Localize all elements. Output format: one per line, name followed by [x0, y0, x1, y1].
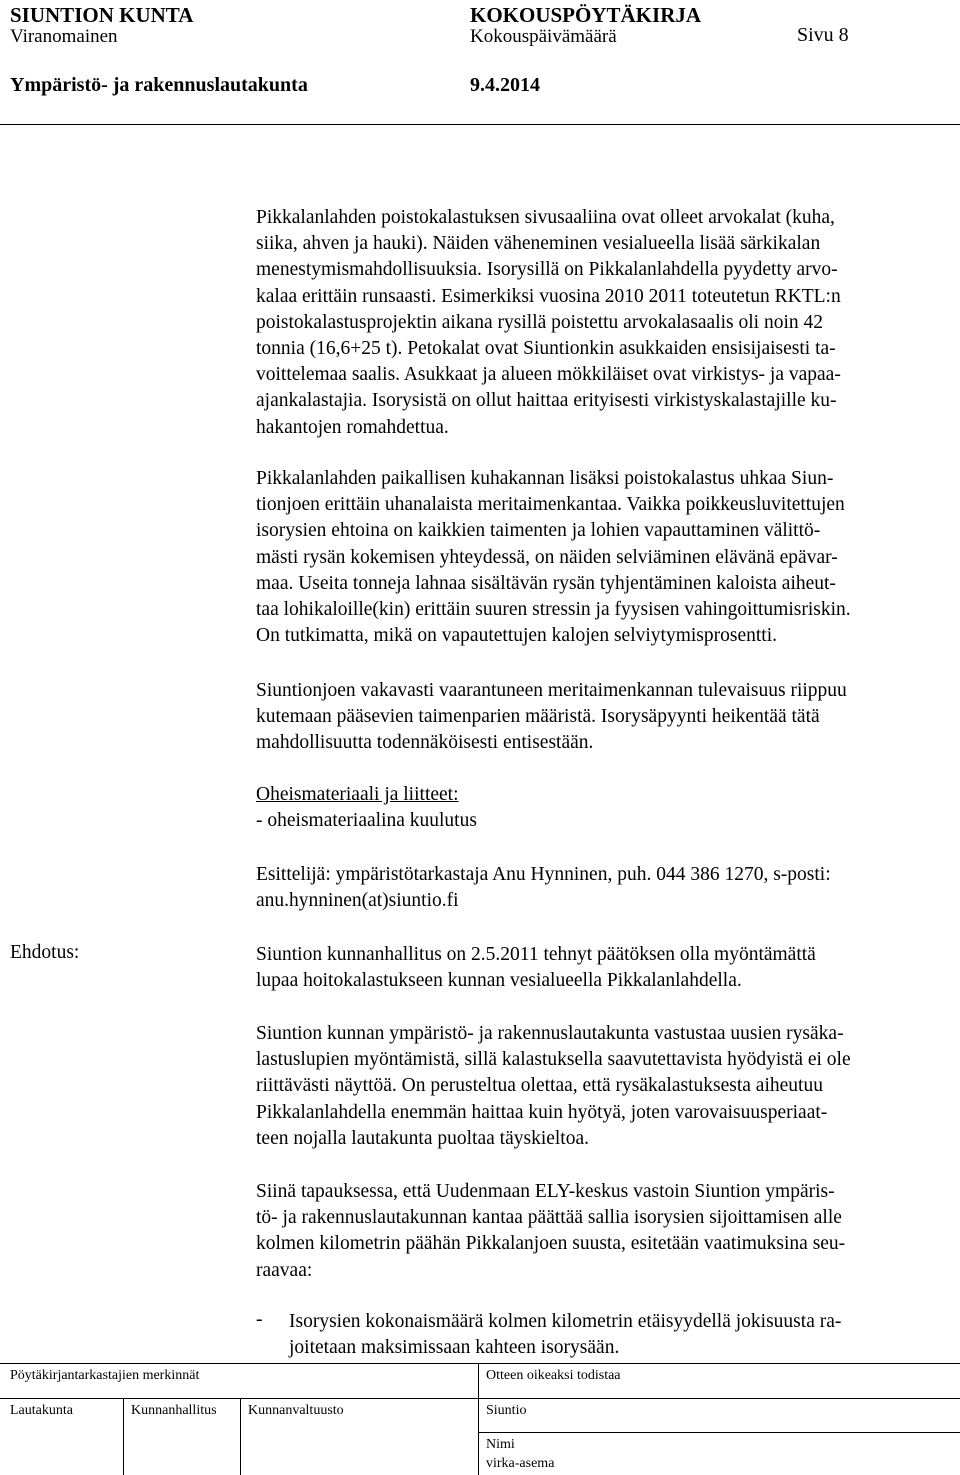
attachments-heading: Oheismateriaali ja liitteet:	[256, 784, 459, 805]
text-line: teen nojalla lautakunta puoltaa täyskieltoa.	[256, 1127, 590, 1149]
text-line: Siuntion kunnanhallitus on 2.5.2011 tehnyt päätöksen olla myöntämättä	[256, 944, 816, 965]
text-line: ajankalastajia. Isorysistä on ollut haittaa erityisesti virkistyskalastajille ku-	[256, 390, 837, 412]
attachment-item: - oheismateriaalina kuulutus	[256, 810, 477, 832]
text-line: poistokalastusprojektin aikana rysillä poistettu arvokalasaalis oli noin 42	[256, 311, 824, 333]
text-line: joitetaan maksimissaan kahteen isorysään.	[289, 1337, 620, 1359]
attachments-section	[256, 782, 936, 834]
title-label: virka-asema	[486, 1456, 555, 1471]
text-line: kolmen kilometrin päähän Pikkalanjoen suusta, esitetään vaatimuksina seu-	[256, 1233, 846, 1255]
footer-divider-2	[240, 1398, 241, 1475]
footer-right-rule	[478, 1432, 960, 1433]
text-line: raavaa:	[256, 1259, 313, 1281]
board-column-label: Lautakunta	[10, 1403, 73, 1418]
name-label: Nimi	[486, 1437, 515, 1452]
municipality-name: SIUNTION KUNTA	[10, 3, 194, 27]
text-line: Pikkalanlahden paikallisen kuhakannan lisäksi poistokalastus uhkaa Siun-	[256, 468, 834, 489]
requirement-item	[289, 1309, 939, 1361]
text-line: taa lohikaloille(kin) erittäin suuren stressin ja fyysisen vahingoittumisriskin.	[256, 599, 851, 621]
text-line: Siuntion kunnan ympäristö- ja rakennuslautakunta vastustaa uusien rysäka-	[256, 1023, 844, 1044]
authority-name: Ympäristö- ja rakennuslautakunta	[10, 74, 308, 96]
text-line: Esittelijä: ympäristötarkastaja Anu Hynninen, puh. 044 386 1270, s-posti:	[256, 864, 831, 885]
text-line: voittelemaa saalis. Asukkaat ja alueen mökkiläiset ovat virkistys- ja vapaa-	[256, 364, 841, 386]
paragraph-bycatch	[256, 205, 936, 441]
list-dash: -	[256, 1309, 263, 1330]
text-line: menestymismahdollisuuksia. Isorysillä on Pikkalanlahdella pyydetty arvo-	[256, 259, 838, 281]
presenter-info	[256, 862, 936, 914]
reviewers-label: Pöytäkirjantarkastajien merkinnät	[10, 1368, 200, 1383]
text-line: Siuntionjoen vakavasti vaarantuneen meritaimenkannan tulevaisuus riippuu	[256, 680, 847, 701]
text-line: Isorysien kokonaismäärä kolmen kilometrin etäisyydellä jokisuusta ra-	[289, 1311, 842, 1332]
proposal-label: Ehdotus:	[10, 942, 80, 963]
text-line: anu.hynninen(at)siuntio.fi	[256, 890, 459, 912]
authority-label: Viranomainen	[10, 26, 118, 47]
text-line: kalaa erittäin runsaasti. Esimerkiksi vuosina 2010 2011 toteutetun RKTL:n	[256, 285, 841, 307]
council-column-label: Kunnanvaltuusto	[248, 1403, 344, 1418]
text-line: kutemaan pääsevien taimenparien määristä. Isorysäpyynti heikentää tätä	[256, 706, 820, 728]
executive-column-label: Kunnanhallitus	[131, 1403, 217, 1418]
text-line: lupaa hoitokalastukseen kunnan vesialueella Pikkalanlahdella.	[256, 970, 742, 992]
text-line: mahdollisuutta todennäköisesti entisestään.	[256, 732, 594, 754]
footer-top-rule	[0, 1363, 960, 1364]
text-line: On tutkimatta, mikä on vapautettujen kalojen selviytymisprosentti.	[256, 625, 777, 647]
footer-divider-3	[478, 1363, 479, 1475]
meeting-date-label: Kokouspäivämäärä	[470, 26, 617, 47]
page-number: Sivu 8	[797, 24, 849, 46]
text-line: tö- ja rakennuslautakunnan kantaa päättää sallia isorysien sijoittamisen alle	[256, 1207, 842, 1229]
text-line: hakantojen romahdettua.	[256, 416, 449, 438]
text-line: tionjoen erittäin uhanalaista meritaimenkantaa. Vaikka poikkeusluvitettujen	[256, 494, 845, 516]
paragraph-conditions	[256, 1179, 936, 1284]
document-type: KOKOUSPÖYTÄKIRJA	[470, 3, 702, 27]
text-line: Pikkalanlahdella enemmän haittaa kuin hyötyä, joten varovaisuusperiaat-	[256, 1101, 828, 1123]
paragraph-opposition	[256, 1021, 936, 1152]
header-divider	[0, 124, 960, 125]
text-line: isorysien ehtoina on kaikkien taimenten ja lohien vapauttaminen välittö-	[256, 520, 821, 542]
place-label: Siuntio	[486, 1403, 527, 1418]
certify-label: Otteen oikeaksi todistaa	[486, 1368, 621, 1383]
paragraph-future	[256, 678, 936, 757]
footer-divider-1	[123, 1398, 124, 1475]
text-line: maa. Useita tonneja lahnaa sisältävän rysän tyhjentäminen kaloista aiheut-	[256, 572, 836, 594]
text-line: lastuslupien myöntämistä, sillä kalastuksella saavutettavista hyödyistä ei ole	[256, 1049, 851, 1071]
text-line: riittävästi näyttöä. On perusteltua olettaa, että rysäkalastuksesta aiheutuu	[256, 1075, 823, 1097]
paragraph-decision	[256, 942, 936, 994]
text-line: Pikkalanlahden poistokalastuksen sivusaaliina ovat olleet arvokalat (kuha,	[256, 207, 835, 228]
text-line: mästi rysän kokemisen yhteydessä, on näiden selviäminen elävänä epävar-	[256, 546, 838, 568]
text-line: Siinä tapauksessa, että Uudenmaan ELY-keskus vastoin Siuntion ympäris-	[256, 1181, 835, 1202]
footer-mid-rule	[0, 1398, 960, 1399]
text-line: siika, ahven ja hauki). Näiden väheneminen vesialueella lisää särkikalan	[256, 233, 821, 255]
text-line: tonnia (16,6+25 t). Petokalat ovat Siuntionkin asukkaiden ensisijaisesti ta-	[256, 338, 836, 360]
meeting-date: 9.4.2014	[470, 74, 540, 96]
paragraph-sea-trout	[256, 466, 936, 649]
